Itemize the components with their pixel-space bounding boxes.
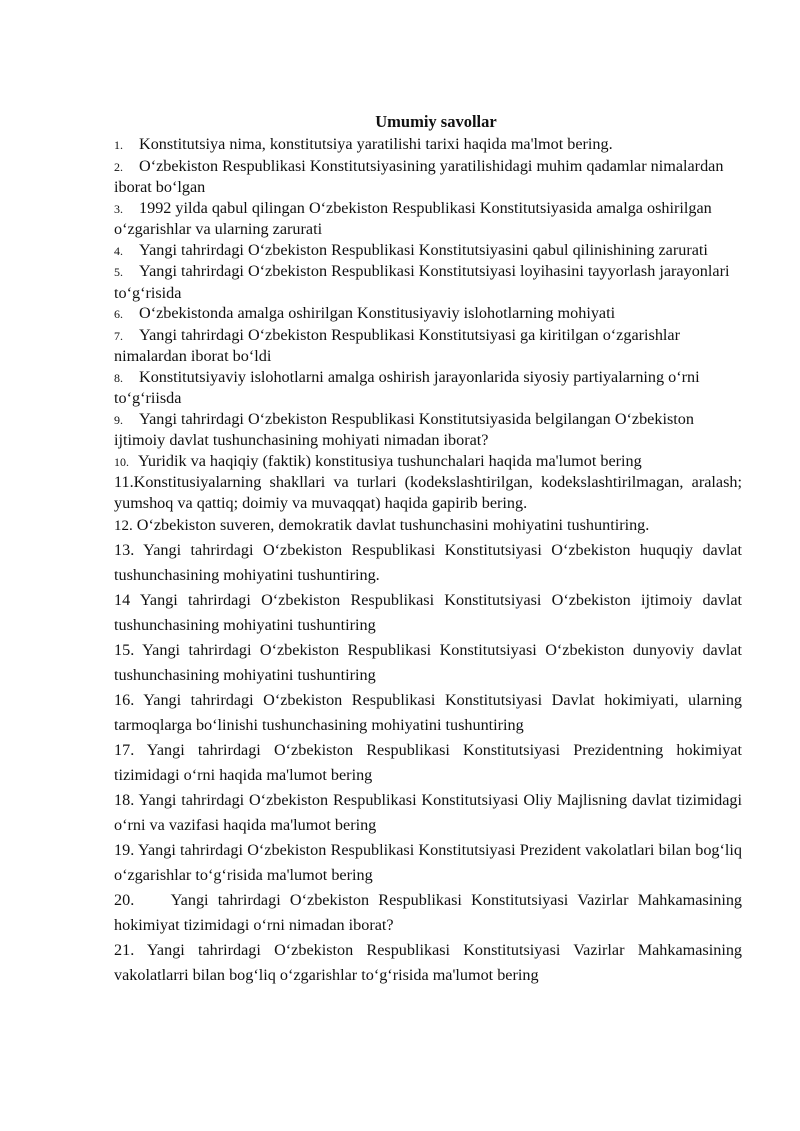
question-text: Yangi tahrirdagi O‘zbekiston Respublikasi Konstitutsiyasi loyihasini tayyorlash jarayonlari to‘g‘risida — [114, 262, 730, 302]
question-number: 14 — [114, 591, 131, 609]
question-5 — [114, 261, 742, 303]
question-text: Yangi tahrirdagi O‘zbekiston Respublikasi Konstitutsiyasi O‘zbekiston huquqiy davlat tushunchasining mohiyatini tushuntiring. — [114, 541, 742, 584]
question-number: 12. — [114, 518, 133, 534]
question-number: 2. — [114, 159, 123, 174]
question-number: 7. — [114, 328, 123, 343]
question-number: 4. — [114, 243, 123, 258]
question-text: Yangi tahrirdagi O‘zbekiston Respublikasi Konstitutsiyasi Davlat hokimiyati, ularning tarmoqlarga bo‘linishi tushunchasining mohiyatini tushuntiring — [114, 691, 743, 734]
question-text: O‘zbekiston suveren, demokratik davlat tushunchasini mohiyatini tushuntiring. — [136, 516, 650, 534]
question-3 — [114, 198, 742, 240]
question-1 — [114, 134, 742, 156]
question-text: Yangi tahrirdagi O‘zbekiston Respublikasi Konstitutsiyasi ga kiritilgan o‘zgarishlar nimalardan iborat bo‘ldi — [114, 325, 680, 365]
question-text: Yangi tahrirdagi O‘zbekiston Respublikasi Konstitutsiyasi Oliy Majlisning davlat tizimidagi o‘rni va vazifasi haqida ma'lumot bering — [114, 791, 742, 834]
question-19 — [114, 838, 742, 888]
question-text: Yangi tahrirdagi O‘zbekiston Respublikasi Konstitutsiyasi Prezident vakolatlari bilan bog‘liq o‘zgarishlar to‘g‘risida ma'lumot bering — [114, 841, 742, 884]
question-text: Yangi tahrirdagi O‘zbekiston Respublikasi Konstitutsiyasi Prezidentning hokimiyat tizimidagi o‘rni haqida ma'lumot bering — [114, 741, 742, 784]
question-8 — [114, 367, 742, 409]
question-number: 13. — [114, 541, 135, 559]
question-text: O‘zbekiston Respublikasi Konstitutsiyasining yaratilishidagi muhim qadamlar nimalardan iborat bo‘lgan — [114, 156, 724, 196]
question-number: 16. — [114, 691, 135, 709]
question-17 — [114, 738, 742, 788]
question-text: Konstitusiyalarning shakllari va turlari (kodekslashtirilgan, kodekslashtirilmagan, aralash; yumshoq va qattiq; doimiy va muvaqqat) haqida gapirib bering. — [114, 473, 742, 512]
document-title: Umumiy savollar — [375, 112, 497, 131]
question-9 — [114, 409, 742, 451]
question-13 — [114, 538, 742, 588]
question-20 — [114, 888, 742, 938]
question-number: 15. — [114, 641, 135, 659]
question-number: 21. — [114, 941, 135, 959]
question-text: Yuridik va haqiqiy (faktik) konstitusiya tushunchalari haqida ma'lumot bering — [138, 451, 642, 470]
question-text: 1992 yilda qabul qilingan O‘zbekiston Respublikasi Konstitutsiyasida amalga oshirilgan o‘zgarishlar va ularning zarurati — [114, 198, 712, 238]
question-11 — [114, 472, 742, 513]
question-text: Yangi tahrirdagi O‘zbekiston Respublikasi Konstitutsiyasini qabul qilinishining zarurati — [139, 240, 708, 259]
question-number: 8. — [114, 370, 123, 385]
question-18 — [114, 788, 742, 838]
question-6 — [114, 303, 742, 325]
question-number: 19. — [114, 841, 135, 859]
question-text: O‘zbekistonda amalga oshirilgan Konstitusiyaviy islohotlarning mohiyati — [139, 304, 616, 322]
question-4 — [114, 240, 742, 262]
question-number: 10. — [114, 454, 129, 469]
question-text: Yangi tahrirdagi O‘zbekiston Respublikasi Konstitutsiyasi O‘zbekiston ijtimoiy davlat tushunchasining mohiyatini tushuntiring — [114, 591, 743, 634]
question-text: Yangi tahrirdagi O‘zbekiston Respublikasi Konstitutsiyasi O‘zbekiston dunyoviy davlat tushunchasining mohiyatini tushuntiring — [114, 641, 742, 684]
question-number: 17. — [114, 741, 135, 759]
question-number: 6. — [114, 307, 123, 321]
question-text: Konstitutsiya nima, konstitutsiya yaratilishi tarixi haqida ma'lmot bering. — [139, 135, 613, 153]
question-text: Yangi tahrirdagi O‘zbekiston Respublikasi Konstitutsiyasi Vazirlar Mahkamasining vakolatlarri bilan bog‘liq o‘zgarishlar to‘g‘risida ma'lumot bering — [114, 941, 743, 984]
question-number: 5. — [114, 265, 123, 279]
question-number: 3. — [114, 201, 123, 216]
question-10 — [114, 451, 742, 473]
question-16 — [114, 688, 742, 738]
question-number: 20. — [114, 891, 135, 909]
question-7 — [114, 325, 742, 367]
question-15 — [114, 638, 742, 688]
question-number: 11. — [114, 473, 134, 491]
question-number: 9. — [114, 412, 123, 427]
question-number: 1. — [114, 138, 123, 152]
question-text: Yangi tahrirdagi O‘zbekiston Respublikasi Konstitutsiyasida belgilangan O‘zbekiston ijtimoiy davlat tushunchasining mohiyati nimadan iborat? — [114, 409, 694, 449]
question-12 — [114, 513, 742, 538]
question-14 — [114, 588, 742, 638]
question-text: Yangi tahrirdagi O‘zbekiston Respublikasi Konstitutsiyasi Vazirlar Mahkamasining hokimiyat tizimidagi o‘rni nimadan iborat? — [114, 891, 743, 934]
question-number: 18. — [114, 791, 135, 809]
question-21 — [114, 938, 742, 988]
question-2 — [114, 156, 742, 198]
question-text: Konstitutsiyaviy islohotlarni amalga oshirish jarayonlarida siyosiy partiyalarning o‘rni to‘g‘riisda — [114, 367, 700, 407]
